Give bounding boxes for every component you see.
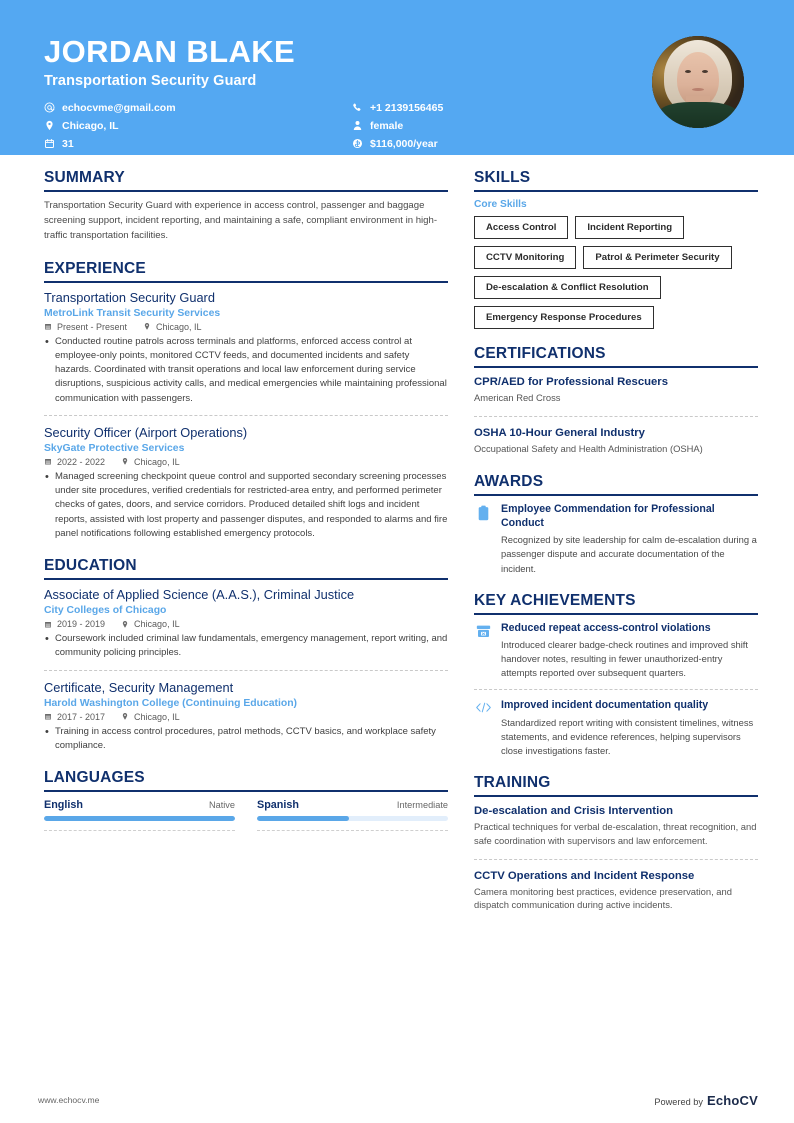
training-description: Practical techniques for verbal de-escalation, threat recognition, and safe coordination with supervisors and law enforcement. xyxy=(474,821,757,846)
education-bullets xyxy=(44,725,448,754)
contact-grid xyxy=(44,102,443,150)
contact-location xyxy=(44,120,344,132)
skill-chip: Incident Reporting xyxy=(575,216,684,239)
training-heading: TRAINING xyxy=(474,774,758,797)
calendar-icon xyxy=(44,457,52,466)
location-pin-icon xyxy=(44,120,55,131)
education-entry xyxy=(44,587,448,660)
list-item: • Coursework included criminal law fundamentals, emergency management, report writing, and community policing principles. xyxy=(44,632,448,661)
education-bullets xyxy=(44,632,448,661)
education-meta xyxy=(44,619,448,629)
education-location-value: Chicago, IL xyxy=(134,619,180,630)
experience-heading: EXPERIENCE xyxy=(44,260,448,283)
certification-issuer: Occupational Safety and Health Administration (OSHA) xyxy=(474,442,703,454)
skills-group-label: Core Skills xyxy=(474,199,527,210)
languages-heading: LANGUAGES xyxy=(44,769,448,792)
skill-chip: Access Control xyxy=(474,216,568,239)
contact-gender xyxy=(352,120,443,132)
contact-age xyxy=(44,138,344,150)
footer-brand xyxy=(654,1093,758,1108)
section-skills xyxy=(474,169,758,329)
training-item xyxy=(474,804,758,849)
certification-name: CPR/AED for Professional Rescuers xyxy=(474,376,668,388)
summary-text: Transportation Security Guard with experience in access control, passenger and baggage screening support, incident reporting, and maintaining a safe, compliant environment in high-traffic transportation facilities. xyxy=(44,200,438,241)
achievement-item xyxy=(474,622,758,681)
divider xyxy=(44,830,235,831)
contact-email xyxy=(44,102,344,114)
skill-chip: De-escalation & Conflict Resolution xyxy=(474,276,661,299)
resume-body xyxy=(0,155,794,918)
certification-item xyxy=(474,426,758,458)
education-location-value: Chicago, IL xyxy=(134,711,180,722)
language-level: Intermediate xyxy=(396,800,448,811)
education-location xyxy=(121,619,180,629)
training-item xyxy=(474,869,758,914)
contact-phone-value: +1 2139156465 xyxy=(370,101,444,114)
education-entry xyxy=(44,680,448,753)
training-description: Camera monitoring best practices, evidence preservation, and dispatch communication during active incidents. xyxy=(474,885,732,911)
section-education xyxy=(44,557,448,753)
contact-salary xyxy=(352,138,443,150)
calendar-icon xyxy=(44,712,52,721)
calendar-icon xyxy=(44,322,52,331)
language-name: Spanish xyxy=(257,799,299,812)
summary-heading: SUMMARY xyxy=(44,169,448,192)
experience-location-value: Chicago, IL xyxy=(134,456,180,467)
education-degree: Associate of Applied Science (A.A.S.), Criminal Justice xyxy=(44,587,355,603)
clipboard-icon xyxy=(474,503,492,521)
education-heading: EDUCATION xyxy=(44,557,448,580)
experience-dates xyxy=(44,322,127,332)
award-description: Recognized by site leadership for calm de-escalation during a passenger dispute and accurate documentation of the incident. xyxy=(501,534,757,574)
experience-entry xyxy=(44,425,448,541)
education-meta xyxy=(44,712,448,722)
education-dates-value: 2019 - 2019 xyxy=(57,619,106,630)
contact-email-value: echocvme@gmail.com xyxy=(62,101,176,114)
right-column xyxy=(474,169,758,918)
experience-meta xyxy=(44,457,448,467)
experience-entry xyxy=(44,290,448,406)
experience-role: Security Officer (Airport Operations) xyxy=(44,424,248,440)
award-name: Employee Commendation for Professional Conduct xyxy=(501,503,715,529)
contact-gender-value: female xyxy=(370,119,404,132)
training-name: De-escalation and Crisis Intervention xyxy=(474,805,674,818)
language-progress-bar xyxy=(44,816,235,821)
education-school: City Colleges of Chicago xyxy=(44,605,167,617)
resume-footer xyxy=(0,1077,794,1123)
contact-phone xyxy=(352,102,443,114)
location-pin-icon xyxy=(121,457,129,466)
training-name: CCTV Operations and Incident Response xyxy=(474,869,695,882)
contact-salary-value: $116,000/year xyxy=(370,137,438,150)
education-dates-value: 2017 - 2017 xyxy=(57,711,106,722)
experience-dates xyxy=(44,457,105,467)
education-degree: Certificate, Security Management xyxy=(44,679,234,695)
location-pin-icon xyxy=(143,322,151,331)
brand-name: EchoCV xyxy=(706,1092,758,1108)
experience-meta xyxy=(44,322,448,332)
location-pin-icon xyxy=(121,712,129,721)
experience-role: Transportation Security Guard xyxy=(44,289,215,305)
language-item xyxy=(44,799,235,831)
certifications-heading: CERTIFICATIONS xyxy=(474,345,758,368)
powered-by-label: Powered by xyxy=(654,1096,703,1107)
avatar xyxy=(652,36,744,128)
section-certifications xyxy=(474,345,758,457)
section-languages xyxy=(44,769,448,831)
contact-location-value: Chicago, IL xyxy=(62,119,119,132)
skill-chip: CCTV Monitoring xyxy=(474,246,576,269)
achievement-name: Reduced repeat access-control violations xyxy=(501,621,711,634)
divider xyxy=(257,830,448,831)
education-dates xyxy=(44,619,105,629)
left-column xyxy=(44,169,448,918)
language-progress-fill xyxy=(44,816,235,821)
section-key-achievements xyxy=(474,592,758,759)
profile-photo xyxy=(652,36,744,128)
experience-org: MetroLink Transit Security Services xyxy=(44,307,221,319)
list-item: • Training in access control procedures, patrol methods, CCTV basics, and workplace safety compliance. xyxy=(44,725,448,754)
awards-heading: AWARDS xyxy=(474,473,758,496)
certification-item xyxy=(474,375,758,407)
section-summary xyxy=(44,169,448,244)
language-level: Native xyxy=(208,800,235,811)
education-dates xyxy=(44,712,105,722)
education-location xyxy=(121,712,180,722)
experience-location xyxy=(121,457,180,467)
experience-bullets xyxy=(44,335,448,406)
header-text-block xyxy=(44,28,443,150)
skills-chip-list xyxy=(474,216,758,329)
calendar-icon xyxy=(44,620,52,629)
achievement-name: Improved incident documentation quality xyxy=(501,699,709,712)
divider xyxy=(44,415,448,416)
page-title: JORDAN BLAKE xyxy=(44,34,296,69)
award-item xyxy=(474,503,758,575)
skills-heading: SKILLS xyxy=(474,169,758,192)
experience-dates-value: 2022 - 2022 xyxy=(57,456,106,467)
section-training xyxy=(474,774,758,914)
language-progress-fill xyxy=(257,816,349,821)
certification-issuer: American Red Cross xyxy=(474,392,561,404)
certification-name: OSHA 10-Hour General Industry xyxy=(474,426,645,439)
achievement-description: Standardized report writing with consistent timelines, witness statements, and evidence references, helping supervisors close investigations faster. xyxy=(501,716,754,757)
archive-box-x-icon xyxy=(474,622,492,639)
experience-org: SkyGate Protective Services xyxy=(44,442,185,454)
section-experience xyxy=(44,260,448,541)
experience-location-value: Chicago, IL xyxy=(156,321,202,332)
achievement-item xyxy=(474,699,758,758)
email-icon xyxy=(44,102,55,113)
list-item: • Managed screening checkpoint queue control and supported secondary screening processes under site procedures, verified credentials for restricted-area entry, and performed perimeter checks of gates, doors, and service corridors. Produced detailed shift logs and incident reports, assisted with lost property and passenger disputes, and responded to alarms and fire panel notifications following established emergency protocols. xyxy=(44,470,448,541)
list-item: • Conducted routine patrols across terminals and platforms, enforced access control at employee-only points, monitored CCTV feeds, and documented incidents and safety hazards. Coordinated with transit operations and local law enforcement during service disruptions, suspicious activity calls, and medical emergencies while maintaining professional communication with passengers. xyxy=(44,335,448,406)
location-pin-icon xyxy=(121,620,129,629)
experience-bullets xyxy=(44,470,448,541)
person-icon xyxy=(352,120,363,131)
divider xyxy=(474,416,758,417)
achievement-description: Introduced clearer badge-check routines and improved shift handover notes, resulting in fewer unauthorized-entry attempts reported over subsequent quarters. xyxy=(501,639,749,679)
education-school: Harold Washington College (Continuing Education) xyxy=(44,697,298,709)
language-progress-bar xyxy=(257,816,448,821)
experience-location xyxy=(143,322,202,332)
divider xyxy=(474,859,758,860)
money-icon xyxy=(352,138,363,149)
calendar-icon xyxy=(44,138,55,149)
footer-url[interactable]: www.echocv.me xyxy=(38,1095,100,1105)
phone-icon xyxy=(352,102,363,113)
skill-chip: Patrol & Perimeter Security xyxy=(583,246,731,269)
key-achievements-heading: KEY ACHIEVEMENTS xyxy=(474,592,758,615)
language-name: English xyxy=(44,799,83,812)
code-brackets-icon xyxy=(474,699,492,714)
languages-row xyxy=(44,799,448,831)
contact-age-value: 31 xyxy=(62,137,74,150)
skill-chip: Emergency Response Procedures xyxy=(474,306,654,329)
experience-dates-value: Present - Present xyxy=(57,321,128,332)
job-title: Transportation Security Guard xyxy=(44,72,257,89)
section-awards xyxy=(474,473,758,575)
resume-header xyxy=(0,0,794,155)
divider xyxy=(474,689,758,690)
divider xyxy=(44,670,448,671)
language-item xyxy=(257,799,448,831)
